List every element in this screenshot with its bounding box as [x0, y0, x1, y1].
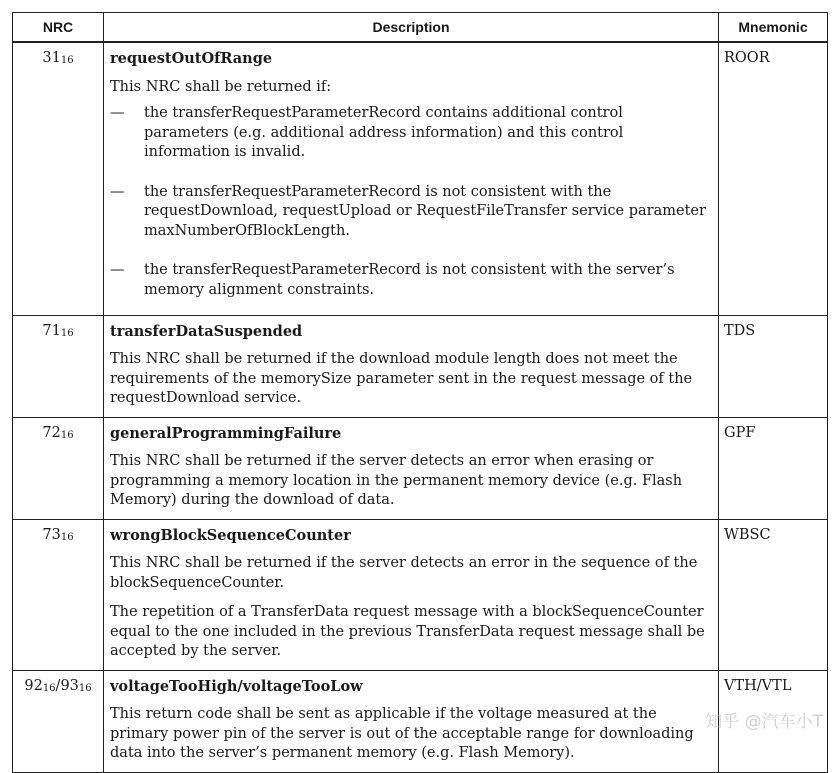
bullet-text: the transferRequestParameterRecord is not consistent with the server’s memory alignment constraints. — [144, 262, 675, 298]
mnemonic: WBSC — [719, 519, 828, 670]
nrc-table — [12, 12, 828, 773]
header-mnemonic: Mnemonic — [719, 13, 828, 43]
nrc-value: 31 — [42, 50, 61, 66]
mnemonic: TDS — [719, 315, 828, 417]
nrc-base: 16 — [42, 682, 56, 694]
bullet-item: — the transferRequestParameterRecord is not consistent with the requestDownload, requestUpload or RequestFileTransfer service parameter maxNumberOfBlockLength. — [110, 183, 710, 242]
bullet-text: the transferRequestParameterRecord is not consistent with the requestDownload, requestUpload or RequestFileTransfer service parameter maxNumberOfBlockLength. — [144, 183, 706, 239]
nrc-name: wrongBlockSequenceCounter — [110, 526, 351, 544]
nrc-name: transferDataSuspended — [110, 322, 303, 340]
nrc-code — [13, 519, 104, 670]
nrc-base: 16 — [60, 531, 74, 543]
description-text: The repetition of a TransferData request message with a blockSequenceCounter equal to the one included in the previous TransferData request message shall be accepted by the server. — [110, 604, 705, 659]
description-cell — [104, 315, 719, 417]
bullet-text: the transferRequestParameterRecord contains additional control parameters (e.g. additional address information) and this control information is invalid. — [144, 105, 624, 160]
description-cell — [104, 417, 719, 519]
description-text: This NRC shall be returned if: — [110, 78, 332, 95]
header-row — [13, 13, 828, 43]
header-nrc: NRC — [13, 13, 104, 43]
table-row — [13, 315, 828, 417]
nrc-name: generalProgrammingFailure — [110, 424, 342, 442]
nrc-value: 72 — [42, 424, 61, 441]
mnemonic: ROOR — [719, 42, 828, 315]
nrc-base: 16 — [60, 429, 74, 441]
table-row — [13, 670, 828, 772]
nrc-name: requestOutOfRange — [110, 50, 273, 67]
nrc-value: 73 — [42, 526, 61, 543]
description-cell — [104, 670, 719, 772]
nrc-base: 16 — [78, 682, 92, 694]
description-cell — [104, 42, 719, 315]
description-text: This NRC shall be returned if the server detects an error in the sequence of the blockSequenceCounter. — [110, 555, 698, 591]
nrc-base: 16 — [60, 327, 74, 339]
nrc-base: 16 — [60, 55, 74, 66]
description-text: This NRC shall be returned if the server detects an error when erasing or programming a memory location in the permanent memory device (e.g. Flash Memory) during the download of data. — [110, 453, 683, 508]
table-row — [13, 42, 828, 315]
nrc-code — [13, 417, 104, 519]
nrc-code — [13, 42, 104, 315]
description-text: This return code shall be sent as applicable if the voltage measured at the primary power pin of the server is out of the acceptable range for downloading data into the server’s permanent memory (e.g. Flash Memory). — [110, 706, 694, 761]
mnemonic: GPF — [719, 417, 828, 519]
bullet-item: — the transferRequestParameterRecord is not consistent with the server’s memory alignment constraints. — [110, 261, 710, 300]
nrc-value: 92 — [24, 677, 43, 694]
nrc-value: 71 — [42, 322, 61, 339]
description-cell — [104, 519, 719, 670]
table-row — [13, 519, 828, 670]
mnemonic: VTH/VTL — [719, 670, 828, 772]
nrc-name: voltageTooHigh/voltageTooLow — [110, 677, 363, 695]
bullet-item: — the transferRequestParameterRecord contains additional control parameters (e.g. additional address information) and this control information is invalid. — [110, 104, 710, 163]
nrc-value: 93 — [60, 677, 79, 694]
nrc-code — [13, 315, 104, 417]
watermark: 知乎 @汽车小T — [705, 712, 823, 732]
description-text: This NRC shall be returned if the download module length does not meet the requirements of the memorySize parameter sent in the request message of the requestDownload service. — [110, 351, 693, 406]
header-description: Description — [104, 13, 719, 43]
table-row — [13, 417, 828, 519]
nrc-code: $92_{16}/93_{16}$ — [13, 670, 104, 772]
